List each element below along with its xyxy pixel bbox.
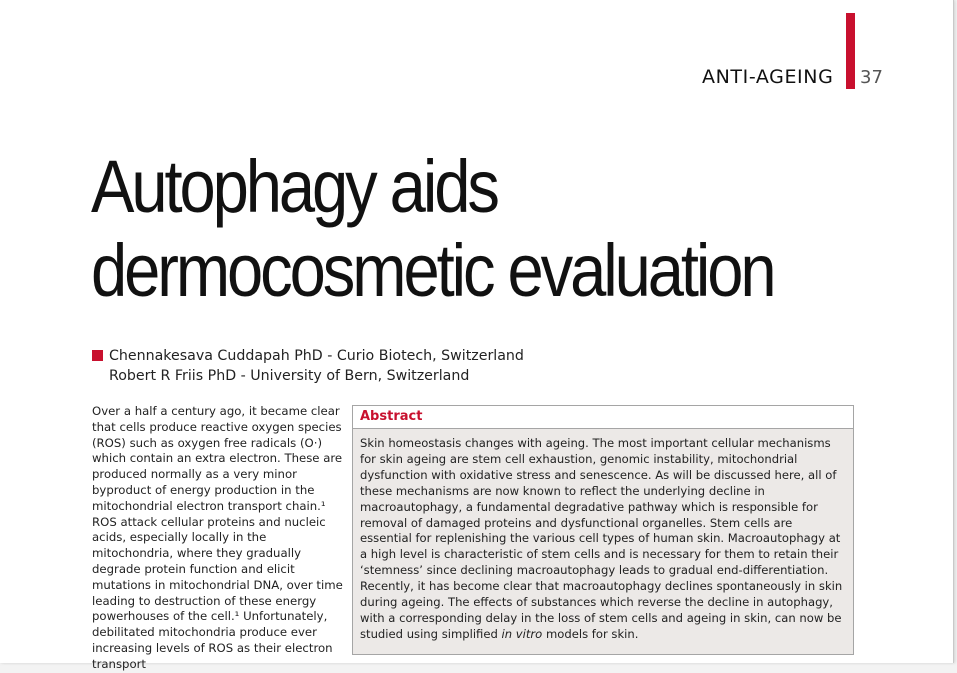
article-title <box>91 145 774 313</box>
abstract-text <box>353 429 853 643</box>
section-label: ANTI-AGEING <box>702 66 834 88</box>
author-list <box>92 346 524 386</box>
abstract-text-part-2: models for skin. <box>542 626 639 641</box>
title-line-2: dermocosmetic evaluation <box>91 229 774 312</box>
author-line-1 <box>92 346 524 366</box>
abstract-text-italic: in vitro <box>501 626 543 641</box>
author-marker-icon <box>92 350 103 361</box>
body-text-column: Over a half a century ago, it became clear that cells produce reactive oxygen species (ROS) such as oxygen free radicals (O·) which contain an extra electron. These are produced normally as a very minor byproduct of energy production in the mitochondrial electron transport chain.¹ ROS attack cellular proteins and nucleic acids, especially locally in the mitochondria, where they gradually degrade protein function and elicit mutations in mitochondrial DNA, over time leading to destruction of these energy powerhouses of the cell.¹ Unfortunately, debilitated mitochondria produce ever increasing levels of ROS as their electron transport <box>92 404 343 671</box>
page-number: 37 <box>860 67 883 88</box>
author-2: Robert R Friis PhD - University of Bern, Switzerland <box>109 368 470 384</box>
title-line-1: Autophagy aids <box>91 145 497 228</box>
abstract-text-part-1: Skin homeostasis changes with ageing. The most important cellular mechanisms for skin ageing are stem cell exhaustion, genomic instability, mitochondrial dysfunction with oxidative stress and senescence. As will be discussed here, all of these mechanisms are now known to reflect the underlying decline in macroautophagy, a fundamental degradative pathway which is responsible for removal of damaged proteins and dysfunctional organelles. Stem cells are essential for replenishing the various cell types of human skin. Macroautophagy at a high level is characteristic of stem cells and is necessary for them to retain their ‘stemness’ since declining macroautophagy leads to gradual end-differentiation. Recently, it has become clear that macroautophagy declines spontaneously in skin during ageing. The effects of substances which reverse the decline in autophagy, with a corresponding delay in the loss of stem cells and ageing in skin, can now be studied using simplified <box>360 436 843 641</box>
author-line-2 <box>92 366 524 386</box>
abstract-heading: Abstract <box>353 406 853 429</box>
abstract-box <box>352 405 854 655</box>
author-1: Chennakesava Cuddapah PhD - Curio Biotech, Switzerland <box>109 348 524 364</box>
section-accent-bar <box>846 13 855 89</box>
